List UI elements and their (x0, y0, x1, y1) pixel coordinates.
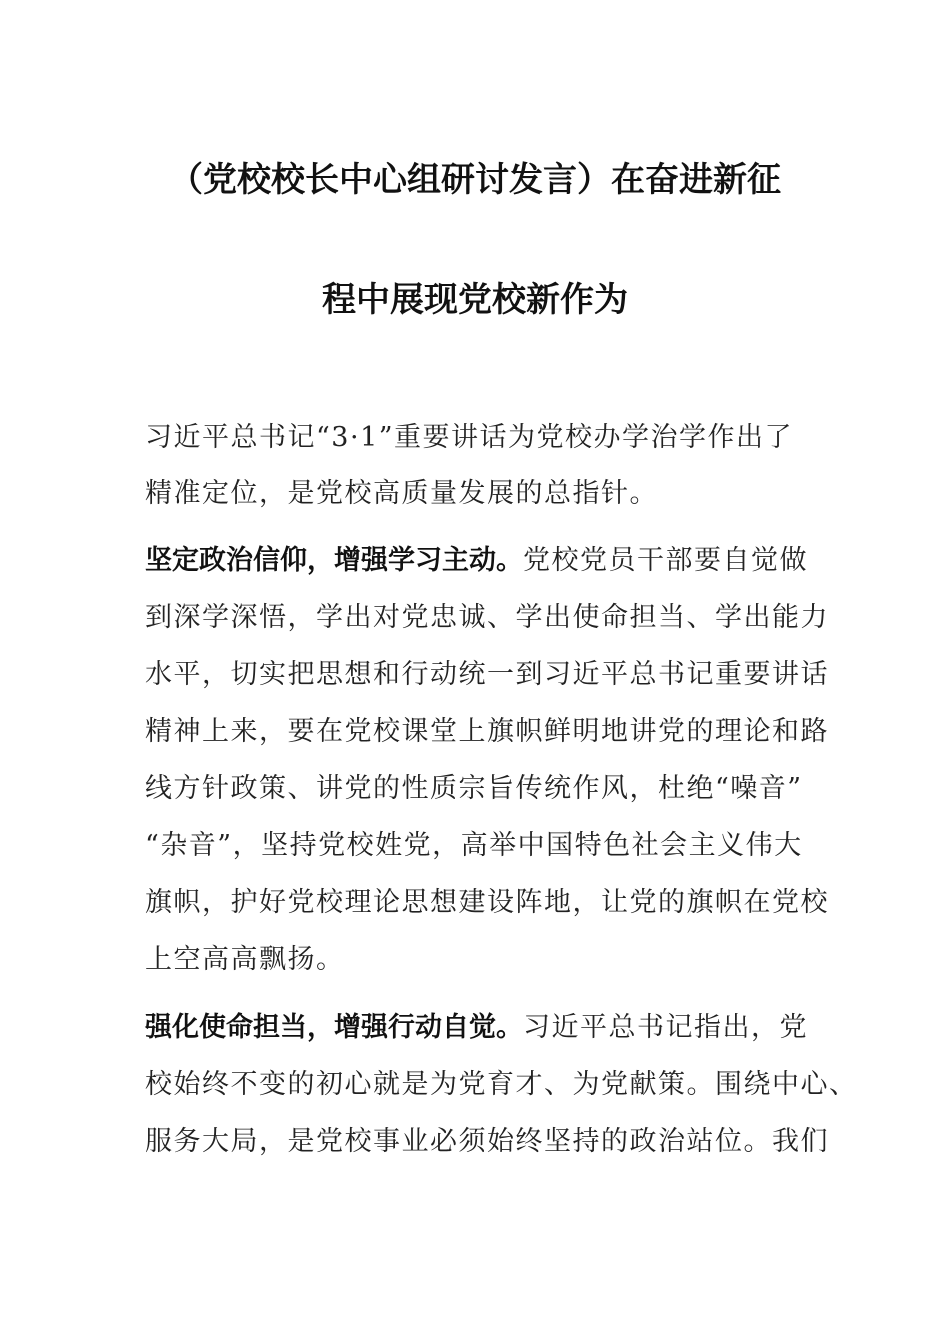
paragraph-2-line-1 (145, 541, 835, 581)
paragraph-3-line-1 (145, 1008, 835, 1048)
paragraph-1-line-2: 精准定位，是党校高质量发展的总指针。 (145, 478, 658, 509)
document-title-line-2: 程中展现党校新作为 (322, 280, 628, 320)
paragraph-1-line-1: 习近平总书记“3·1”重要讲话为党校办学治学作出了 (145, 422, 794, 453)
paragraph-2-line-6: “杂音”，坚持党校姓党，高举中国特色社会主义伟大 (145, 830, 803, 861)
paragraph-2-line-2: 到深学深悟，学出对党忠诚、学出使命担当、学出能力 (145, 602, 829, 633)
paragraph-2-line-1-rest: 党校党员干部要自觉做 (523, 545, 808, 576)
document-title-line-1: （党校校长中心组研讨发言）在奋进新征 (169, 160, 781, 200)
paragraph-2-lead-heading: 坚定政治信仰，增强学习主动。 (145, 545, 523, 576)
paragraph-3-line-1-rest: 习近平总书记指出，党 (523, 1012, 808, 1043)
paragraph-2-line-3: 水平，切实把思想和行动统一到习近平总书记重要讲话 (145, 659, 829, 690)
paragraph-3-line-3: 服务大局，是党校事业必须始终坚持的政治站位。我们 (145, 1126, 829, 1157)
paragraph-2-line-7: 旗帜，护好党校理论思想建设阵地，让党的旗帜在党校 (145, 887, 829, 918)
paragraph-2-line-4: 精神上来，要在党校课堂上旗帜鲜明地讲党的理论和路 (145, 716, 829, 747)
paragraph-2-line-5: 线方针政策、讲党的性质宗旨传统作风，杜绝“噪音” (145, 773, 803, 804)
paragraph-3-lead-heading: 强化使命担当，增强行动自觉。 (145, 1012, 523, 1043)
paragraph-2-line-8: 上空高高飘扬。 (145, 944, 345, 975)
paragraph-3-line-2: 校始终不变的初心就是为党育才、为党献策。围绕中心、 (145, 1069, 858, 1100)
